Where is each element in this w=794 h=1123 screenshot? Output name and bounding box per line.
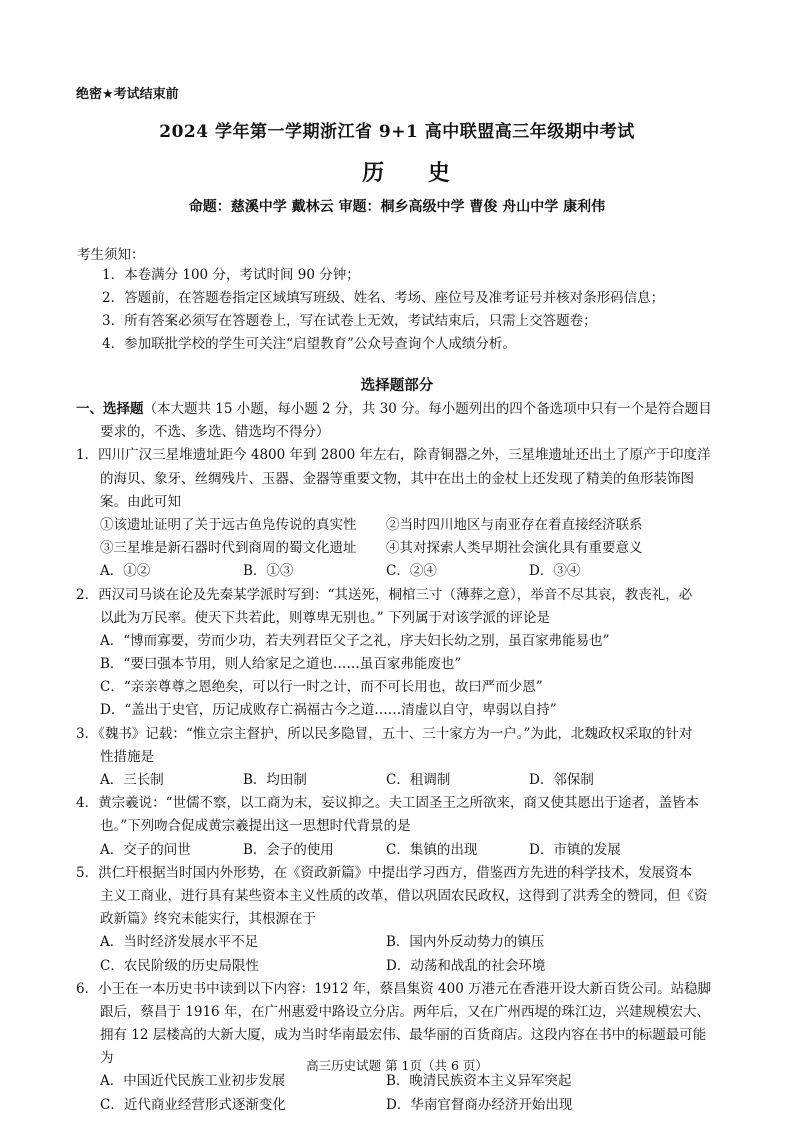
option-d: D．③④ xyxy=(529,563,581,580)
question-1-options xyxy=(76,560,720,583)
question-3-options xyxy=(76,769,720,792)
subject-title: 历 史 xyxy=(362,160,468,186)
question-1-stem: 案。由此可知 xyxy=(100,493,181,510)
question-4-stem: 也。”下列吻合促成黄宗羲提出这一思想时代背景的是 xyxy=(100,818,411,835)
part-instructions xyxy=(76,398,720,421)
question-3-stem: 3．《魏书》记载：“惟立宗主督护，所以民多隐冒，五十、三十家方为一户。”为此，北魏政权采取的针对 xyxy=(76,725,693,742)
question-2-stem: 2．西汉司马谈在论及先秦某学派时写到：“其送死，桐棺三寸（薄葬之意），举音不尽其哀，教丧礼，必 xyxy=(76,586,693,603)
option-a: A．三长制 xyxy=(100,772,164,788)
statement-4: ④其对探索人类早期社会演化具有重要意义 xyxy=(386,540,643,557)
authors-line: 命题：慈溪中学 戴林云 审题：桐乡高级中学 曹俊 舟山中学 康利伟 xyxy=(188,199,606,215)
option-b: B．国内外反动势力的镇压 xyxy=(386,934,545,951)
question-4-stem: 4．黄宗羲说：“世儒不察，以工商为末，妄议抑之。夫工固圣王之所欲来，商又使其愿出于途者，盖皆本 xyxy=(76,795,699,812)
option-d: D．华南官督商办经济开始出现 xyxy=(386,1096,573,1113)
confidential-label: 绝密★考试结束前 xyxy=(76,87,179,102)
notice-item: 4．参加联批学校的学生可关注“启望教育”公众号查询个人成绩分析。 xyxy=(102,336,516,352)
statement-2: ②当时四川地区与南亚存在着直接经济联系 xyxy=(386,516,643,533)
option-b: B．会子的使用 xyxy=(243,841,334,858)
option-b: B．均田制 xyxy=(243,772,307,788)
option-b: B．①③ xyxy=(243,563,294,580)
question-3-stem: 性措施是 xyxy=(100,748,154,765)
option-c: C．集镇的出现 xyxy=(386,841,478,858)
part-desc: （本大题共 15 小题，每小题 2 分，共 30 分。每小题列出的四个备选项中只有一个是符合题目 xyxy=(143,401,712,417)
option-a: A．①② xyxy=(100,563,151,580)
notice-list xyxy=(102,264,664,356)
statement-1: ①该遗址证明了关于远古鱼凫传说的真实性 xyxy=(100,516,357,533)
option-c: C．近代商业经营形式逐渐变化 xyxy=(100,1096,286,1113)
option-b: B．晚清民族资本主义异军突起 xyxy=(386,1073,572,1090)
notice-title: 考生须知： xyxy=(77,247,145,263)
question-6-stem: 6．小王在一本历史书中读到以下内容：1912 年，蔡昌集资 400 万港元在香港开设大新百货公司。站稳脚 xyxy=(76,980,712,997)
option-a: A．交子的问世 xyxy=(100,841,191,858)
questions-content xyxy=(76,398,720,1117)
notice-item: 3．所有答案必须写在答题卷上，写在试卷上无效，考试结束后，只需上交答题卷； xyxy=(102,313,597,329)
option-d: D．动荡和战乱的社会环境 xyxy=(386,957,546,974)
question-1-stem: 的海贝、象牙、丝绸残片、玉器、金器等重要文物，其中在出土的金杖上还发现了精美的鱼形装饰图 xyxy=(100,470,694,487)
option-d: D．“盖出于史官，历记成败存亡祸福古今之道……清虚以自守，卑弱以自持” xyxy=(100,702,557,719)
exam-title: 2024 学年第一学期浙江省 9+1 高中联盟高三年级期中考试 xyxy=(159,122,635,142)
question-5-stem: 政新篇》终究未能实行，其根源在于 xyxy=(100,911,316,928)
question-5-stem: 5．洪仁玕根据当时国内外形势，在《资政新篇》中提出学习西方，借鉴西方先进的科学技术，发展资本 xyxy=(76,864,693,881)
option-d: D．市镇的发展 xyxy=(529,841,621,858)
question-4-options xyxy=(76,839,720,862)
question-6-options xyxy=(76,1094,720,1117)
question-6-stem: 拥有 12 层楼高的大新大厦，成为当时华南最宏伟、最华丽的百货商店。这段内容在书中的标题最可能 xyxy=(100,1027,707,1044)
notice-item: 1．本卷满分 100 分，考试时间 90 分钟； xyxy=(102,267,360,283)
option-c: C．农民阶级的历史局限性 xyxy=(100,957,259,974)
question-5-options xyxy=(76,955,720,978)
section-title: 选择题部分 xyxy=(360,378,434,394)
question-1-stem: 1．四川广汉三星堆遗址距今 4800 年到 2800 年左右，除青铜器之外，三星堆遗址还出土了原产于印度洋 xyxy=(76,447,711,464)
option-c: C．②④ xyxy=(386,563,437,580)
option-a: A．当时经济发展水平不足 xyxy=(100,934,259,951)
option-c: C．“亲亲尊尊之恩绝矣，可以行一时之计，而不可长用也，故曰严而少恩” xyxy=(100,679,543,696)
question-1-statements xyxy=(76,514,720,537)
notice-item: 2．答题前，在答题卷指定区域填写班级、姓名、考场、座位号及准考证号并核对条形码信息； xyxy=(102,290,665,306)
page-footer: 高三历史试题 第 1页（共 6 页） xyxy=(306,1058,488,1073)
statement-3: ③三星堆是新石器时代到商周的蜀文化遗址 xyxy=(100,540,357,557)
question-1-statements xyxy=(76,537,720,560)
part-label: 一、选择题 xyxy=(76,401,144,417)
question-2-stem: 以此为万民率。使天下共若此，则尊卑无别也。” 下列属于对该学派的评论是 xyxy=(100,609,550,626)
option-a: A．“博而寡要，劳而少功，若夫列君臣父子之礼，序夫妇长幼之别，虽百家弗能易也” xyxy=(100,632,610,649)
part-desc-cont: 要求的，不选、多选、错选均不得分） xyxy=(100,424,330,441)
question-6-stem: 跟后，蔡昌于 1916 年，在广州惠爱中路设立分店。两年后，又在广州西堤的珠江边，兴建规模宏大、 xyxy=(100,1003,710,1020)
question-6-stem: 为 xyxy=(100,1050,114,1067)
option-d: D．邻保制 xyxy=(529,772,594,788)
option-b: B．“要曰强本节用，则人给家足之道也……虽百家弗能废也” xyxy=(100,656,462,673)
question-5-stem: 主义工商业，进行具有某些资本主义性质的改革，借以巩固农民政权，这得到了洪秀全的赞同，但《资 xyxy=(100,887,708,904)
option-a: A．中国近代民族工业初步发展 xyxy=(100,1073,286,1090)
option-c: C．租调制 xyxy=(386,772,451,788)
question-5-options xyxy=(76,931,720,954)
